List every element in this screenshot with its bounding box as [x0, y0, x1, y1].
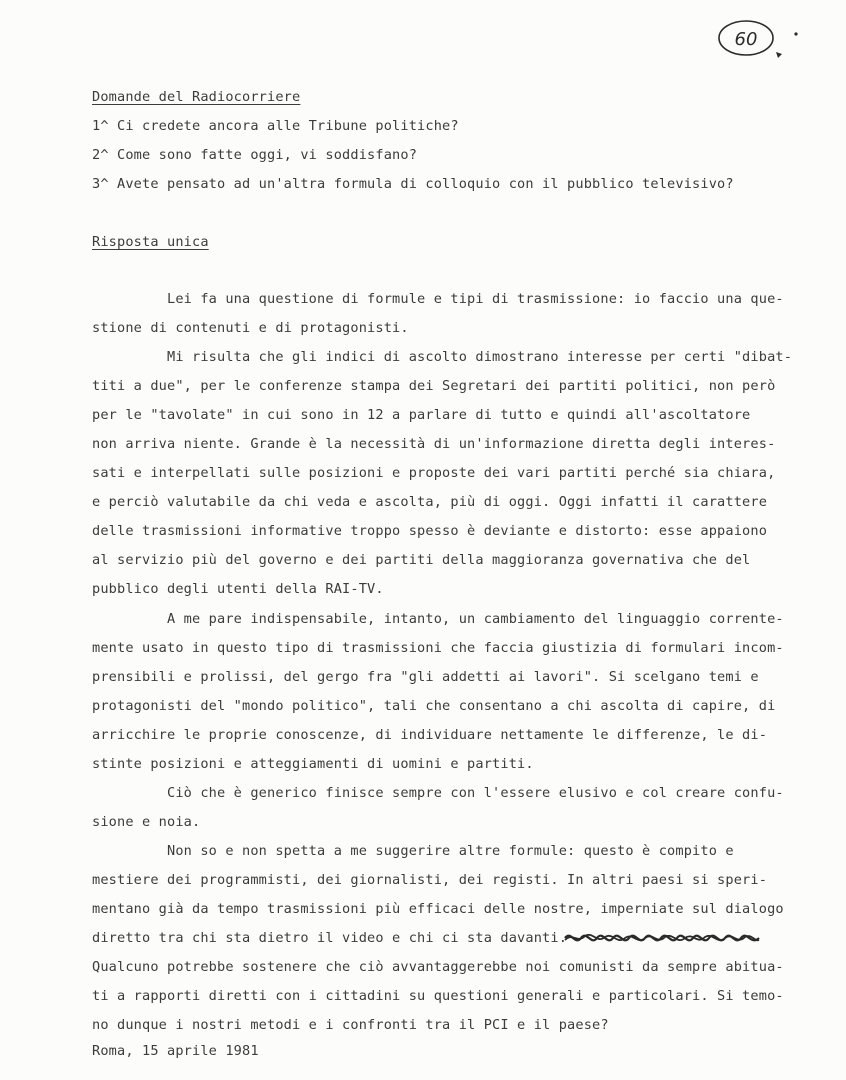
body-line: arricchire le proprie conoscenze, di individuare nettamente le differenze, le di- [92, 727, 768, 743]
body-line: non arriva niente. Grande è la necessità di un'informazione diretta degli interes- [92, 436, 776, 452]
body-line: mestiere dei programmisti, dei giornalisti, dei registi. In altri paesi si speri- [92, 872, 768, 888]
body-line: diretto tra chi sta dietro il video e chi ci sta davanti. [92, 930, 568, 946]
body-line: prensibili e prolissi, del gergo fra "gli addetti ai lavori". Si scelgano temi e [92, 669, 759, 685]
body-line: Ciò che è generico finisce sempre con l'essere elusivo e col creare confu- [92, 785, 784, 801]
questions-heading: Domande del Radiocorriere [92, 89, 301, 105]
body-line: al servizio più del governo e dei partiti della maggioranza governativa che del [92, 552, 751, 568]
body-line: stinte posizioni e atteggiamenti di uomini e partiti. [92, 756, 534, 772]
body-line: delle trasmissioni informative troppo spesso è deviante e distorto: esse appaiono [92, 523, 768, 539]
svg-text:60: 60 [734, 29, 758, 50]
strikeout-scribble [563, 928, 763, 948]
body-line: per le "tavolate" in cui sono in 12 a parlare di tutto e quindi all'ascoltatore [92, 407, 751, 423]
body-line: Non so e non spetta a me suggerire altre formule: questo è compito e [92, 843, 734, 859]
body-line: protagonisti del "mondo politico", tali che consentano a chi ascolta di capire, di [92, 698, 776, 714]
body-line: pubblico degli utenti della RAI-TV. [92, 581, 384, 597]
question-1: 1^ Ci credete ancora alle Tribune politiche? [92, 118, 459, 134]
date-line: Roma, 15 aprile 1981 [92, 1043, 259, 1059]
body-line: mente usato in questo tipo di trasmissioni che faccia giustizia di formulari incom- [92, 640, 784, 656]
question-3: 3^ Avete pensato ad un'altra formula di colloquio con il pubblico televisivo? [92, 176, 734, 192]
body-line: titi a due", per le conferenze stampa dei Segretari dei partiti politici, non però [92, 378, 776, 394]
body-line: mentano già da tempo trasmissioni più efficaci delle nostre, imperniate sul dialogo [92, 901, 784, 917]
body-line: A me pare indispensabile, intanto, un cambiamento del linguaggio corrente- [92, 611, 784, 627]
body-line: ti a rapporti diretti con i cittadini su questioni generali e particolari. Si temo- [92, 988, 784, 1004]
handwritten-page-number [716, 14, 806, 64]
body-line: Mi risulta che gli indici di ascolto dimostrano interesse per certi "dibat- [92, 349, 793, 365]
question-2: 2^ Come sono fatte oggi, vi soddisfano? [92, 147, 418, 163]
body-line: e perciò valutabile da chi veda e ascolta, più di oggi. Oggi infatti il carattere [92, 494, 768, 510]
body-line: stione di contenuti e di protagonisti. [92, 320, 409, 336]
body-line: no dunque i nostri metodi e i confronti tra il PCI e il paese? [92, 1017, 609, 1033]
answer-heading: Risposta unica [92, 234, 209, 250]
body-line: Qualcuno potrebbe sostenere che ciò avvantaggerebbe noi comunisti da sempre abitua- [92, 959, 784, 975]
body-line: sati e interpellati sulle posizioni e proposte dei vari partiti perché sia chiara, [92, 465, 776, 481]
body-line: sione e noia. [92, 814, 201, 830]
body-line: Lei fa una questione di formule e tipi di trasmissione: io faccio una que- [92, 291, 784, 307]
